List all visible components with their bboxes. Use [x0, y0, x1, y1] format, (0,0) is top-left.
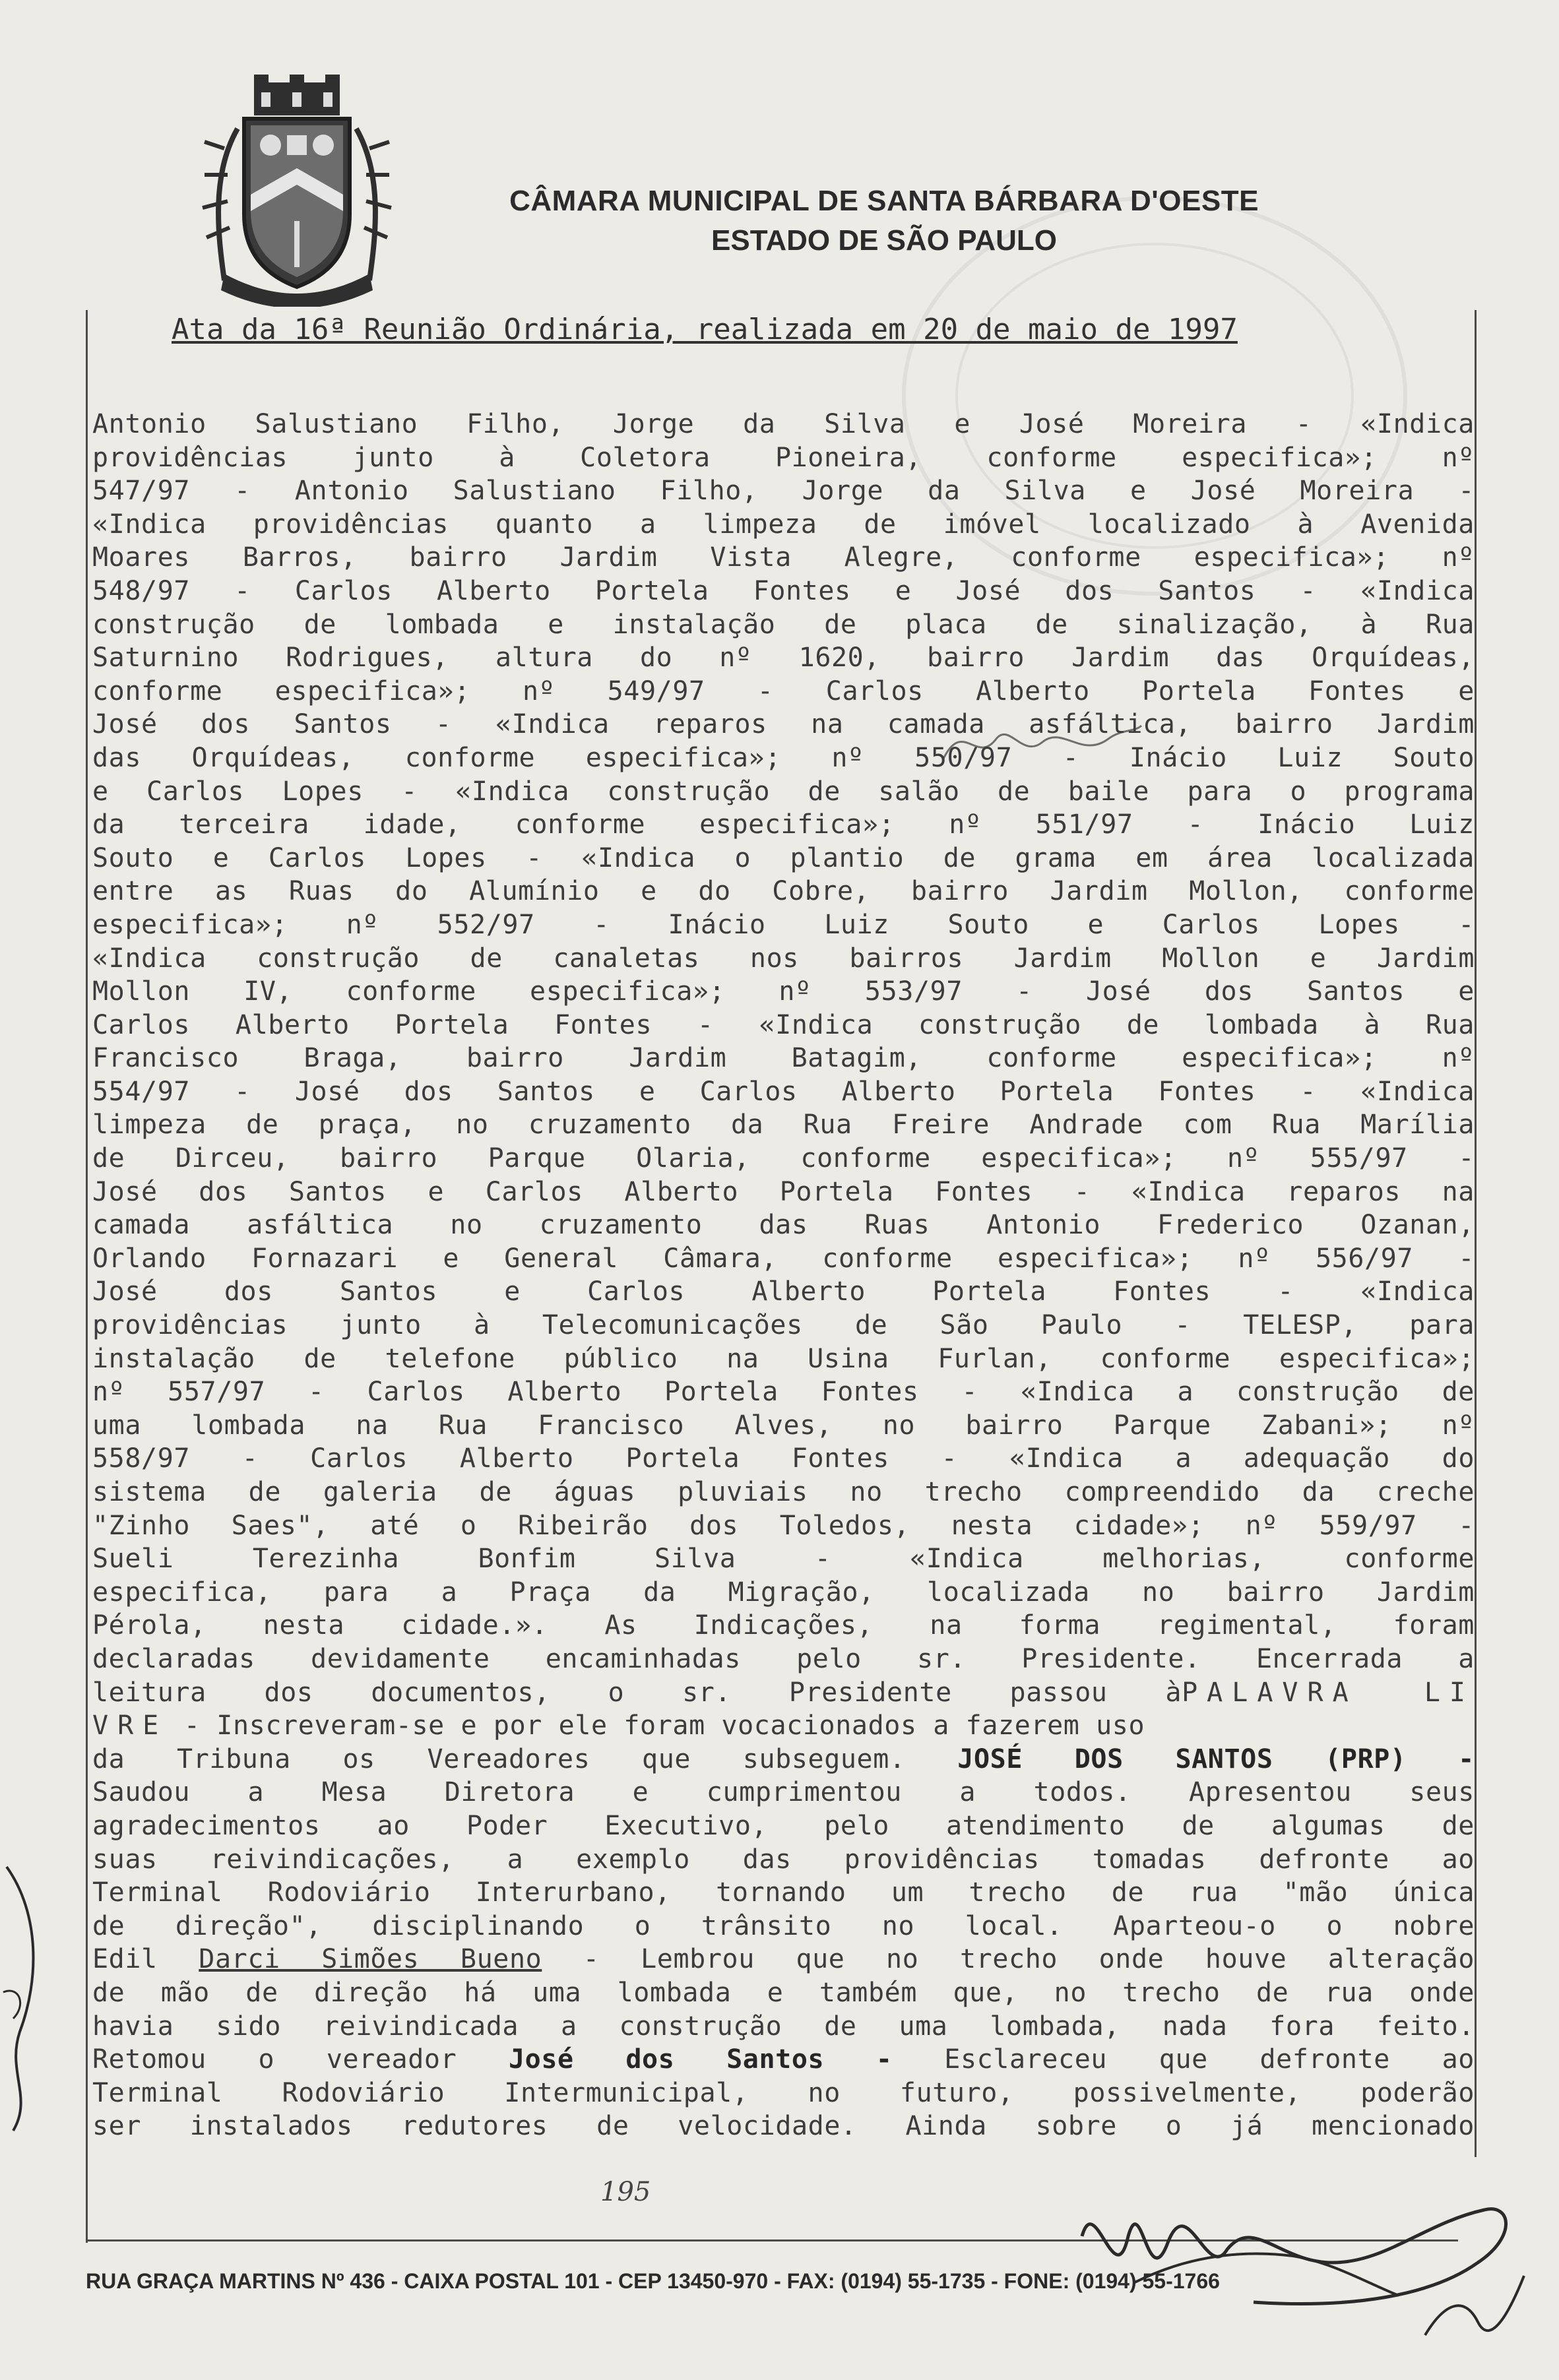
- body-line: "Zinho Saes", até o Ribeirão dos Toledos, nesta cidade»; nº 559/97 -: [92, 1510, 1475, 1541]
- body-line: «Indica construção de canaletas nos bairros Jardim Mollon e Jardim: [92, 943, 1475, 974]
- letterhead-state: ESTADO DE SÃO PAULO: [711, 224, 1057, 257]
- body-line: providências junto à Coletora Pioneira, conforme especifica»; nº: [92, 442, 1475, 473]
- body-line: sistema de galeria de águas pluviais no trecho compreendido da creche: [92, 1477, 1475, 1507]
- body-lines-part-3: [92, 1976, 1475, 2043]
- body-line: Sueli Terezinha Bonfim Silva - «Indica melhorias, conforme: [92, 1544, 1475, 1575]
- body-line: 554/97 - José dos Santos e Carlos Alberto Portela Fontes - «Indica: [92, 1076, 1475, 1107]
- body-line: Francisco Braga, bairro Jardim Batagim, conforme especifica»; nº: [92, 1043, 1475, 1074]
- body-line: Saturnino Rodrigues, altura do nº 1620, bairro Jardim das Orquídeas,: [92, 642, 1475, 673]
- body-line: Terminal Rodoviário Interurbano, tornando um trecho de rua "mão única: [92, 1877, 1475, 1908]
- body-line-edil: Edil Darci Simões Bueno - Lembrou que no trecho onde houve alteração: [92, 1944, 1475, 1975]
- body-line: das Orquídeas, conforme especifica»; nº 550/97 - Inácio Luiz Souto: [92, 742, 1475, 773]
- palavra-livre-part-1: PALAVRA LI: [1182, 1677, 1475, 1708]
- body-line: limpeza de praça, no cruzamento da Rua Freire Andrade com Rua Marília: [92, 1110, 1475, 1141]
- body-line: Terminal Rodoviário Intermunicipal, no futuro, possivelmente, poderão: [92, 2077, 1475, 2108]
- body-line: Moares Barros, bairro Jardim Vista Alegre, conforme especifica»; nº: [92, 542, 1475, 573]
- frame-rule-left: [86, 310, 88, 2243]
- body-line: suas reivindicações, a exemplo das providências tomadas defronte ao: [92, 1844, 1475, 1875]
- coat-of-arms-icon: [198, 69, 396, 307]
- body-line: declaradas devidamente encaminhadas pelo sr. Presidente. Encerrada a: [92, 1643, 1475, 1674]
- body-line-tribuna: da Tribuna os Vereadores que subseguem. JOSÉ DOS SANTOS (PRP) -: [92, 1743, 1475, 1774]
- page-number: 195: [600, 2177, 651, 2207]
- body-line: nº 557/97 - Carlos Alberto Portela Fontes - «Indica a construção de: [92, 1377, 1475, 1408]
- body-line: da terceira idade, conforme especifica»; nº 551/97 - Inácio Luiz: [92, 809, 1475, 840]
- body-line: havia sido reivindicada a construção de uma lombada, nada fora feito.: [92, 2011, 1475, 2042]
- speaker-darci-simoes-bueno: Darci Simões Bueno: [199, 1944, 542, 1975]
- body-line: Souto e Carlos Lopes - «Indica o plantio de grama em área localizada: [92, 842, 1475, 873]
- body-line-palavra: leitura dos documentos, o sr. Presidente passou àPALAVRA LI: [92, 1677, 1475, 1708]
- body-line: Pérola, nesta cidade.». As Indicações, na forma regimental, foram: [92, 1610, 1475, 1641]
- body-lines-part-4: [92, 2077, 1475, 2143]
- minutes-title: Ata da 16ª Reunião Ordinária, realizada em 20 de maio de 1997: [172, 313, 1238, 346]
- body-line: 547/97 - Antonio Salustiano Filho, Jorge da Silva e José Moreira -: [92, 476, 1475, 507]
- body-line: Carlos Alberto Portela Fontes - «Indica construção de lombada à Rua: [92, 1009, 1475, 1040]
- speaker-jose-dos-santos: JOSÉ DOS SANTOS (PRP) -: [957, 1743, 1475, 1774]
- body-line: José dos Santos e Carlos Alberto Portela Fontes - «Indica: [92, 1276, 1475, 1307]
- signature-right: [1056, 2164, 1531, 2362]
- body-line: 548/97 - Carlos Alberto Portela Fontes e José dos Santos - «Indica: [92, 575, 1475, 606]
- body-line: José dos Santos - «Indica reparos na camada asfáltica, bairro Jardim: [92, 709, 1475, 740]
- body-line: uma lombada na Rua Francisco Alves, no bairro Parque Zabani»; nº: [92, 1410, 1475, 1441]
- body-line: construção de lombada e instalação de placa de sinalização, à Rua: [92, 609, 1475, 640]
- body-line: Orlando Fornazari e General Câmara, conforme especifica»; nº 556/97 -: [92, 1243, 1475, 1274]
- body-line: Saudou a Mesa Diretora e cumprimentou a todos. Apresentou seus: [92, 1777, 1475, 1808]
- body-lines-part-1: [92, 408, 1475, 1676]
- body-lines-part-2: [92, 1776, 1475, 1943]
- body-line: «Indica providências quanto a limpeza de imóvel localizado à Avenida: [92, 509, 1475, 540]
- body-line: entre as Ruas do Alumínio e do Cobre, bairro Jardim Mollon, conforme: [92, 876, 1475, 907]
- body-line-retomou: Retomou o vereador José dos Santos - Esclareceu que defronte ao: [92, 2044, 1475, 2075]
- body-line: de direção", disciplinando o trânsito no local. Aparteou-o o nobre: [92, 1910, 1475, 1941]
- palavra-livre-part-2: VRE: [92, 1710, 168, 1741]
- body-line: ser instalados redutores de velocidade. Ainda sobre o já mencionado: [92, 2111, 1475, 2142]
- speaker-jose-dos-santos-2: José dos Santos -: [508, 2044, 893, 2075]
- body-line: Antonio Salustiano Filho, Jorge da Silva e José Moreira - «Indica: [92, 409, 1475, 439]
- body-line: de Dirceu, bairro Parque Olaria, conforme especifica»; nº 555/97 -: [92, 1143, 1475, 1174]
- body-line: especifica»; nº 552/97 - Inácio Luiz Souto e Carlos Lopes -: [92, 909, 1475, 940]
- signature-left-margin: [0, 1860, 46, 2137]
- letterhead: [402, 181, 1366, 261]
- minutes-body: [92, 408, 1475, 2143]
- body-line: de mão de direção há uma lombada e também que, no trecho de rua onde: [92, 1977, 1475, 2008]
- body-line-palavra-2: VRE - Inscreveram-se e por ele foram vocacionados a fazerem uso: [92, 1710, 1145, 1741]
- body-line: camada asfáltica no cruzamento das Ruas Antonio Frederico Ozanan,: [92, 1210, 1475, 1241]
- body-line: especifica, para a Praça da Migração, localizada no bairro Jardim: [92, 1577, 1475, 1608]
- body-line: 558/97 - Carlos Alberto Portela Fontes - «Indica a adequação do: [92, 1443, 1475, 1474]
- body-line: providências junto à Telecomunicações de São Paulo - TELESP, para: [92, 1310, 1475, 1341]
- letterhead-org: CÂMARA MUNICIPAL DE SANTA BÁRBARA D'OESTE: [509, 185, 1259, 217]
- body-line: e Carlos Lopes - «Indica construção de salão de baile para o programa: [92, 776, 1475, 807]
- handwritten-initials: [937, 712, 1148, 772]
- body-line: instalação de telefone público na Usina Furlan, conforme especifica»;: [92, 1343, 1475, 1374]
- body-line: José dos Santos e Carlos Alberto Portela Fontes - «Indica reparos na: [92, 1176, 1475, 1207]
- frame-rule-right: [1475, 310, 1477, 2157]
- body-line: Mollon IV, conforme especifica»; nº 553/97 - José dos Santos e: [92, 976, 1475, 1007]
- body-line: conforme especifica»; nº 549/97 - Carlos Alberto Portela Fontes e: [92, 675, 1475, 706]
- body-line: agradecimentos ao Poder Executivo, pelo atendimento de algumas de: [92, 1810, 1475, 1841]
- footer-address: RUA GRAÇA MARTINS Nº 436 - CAIXA POSTAL 101 - CEP 13450-970 - FAX: (0194) 55-1735 - FONE: (0194) 55-1766: [86, 2269, 1220, 2293]
